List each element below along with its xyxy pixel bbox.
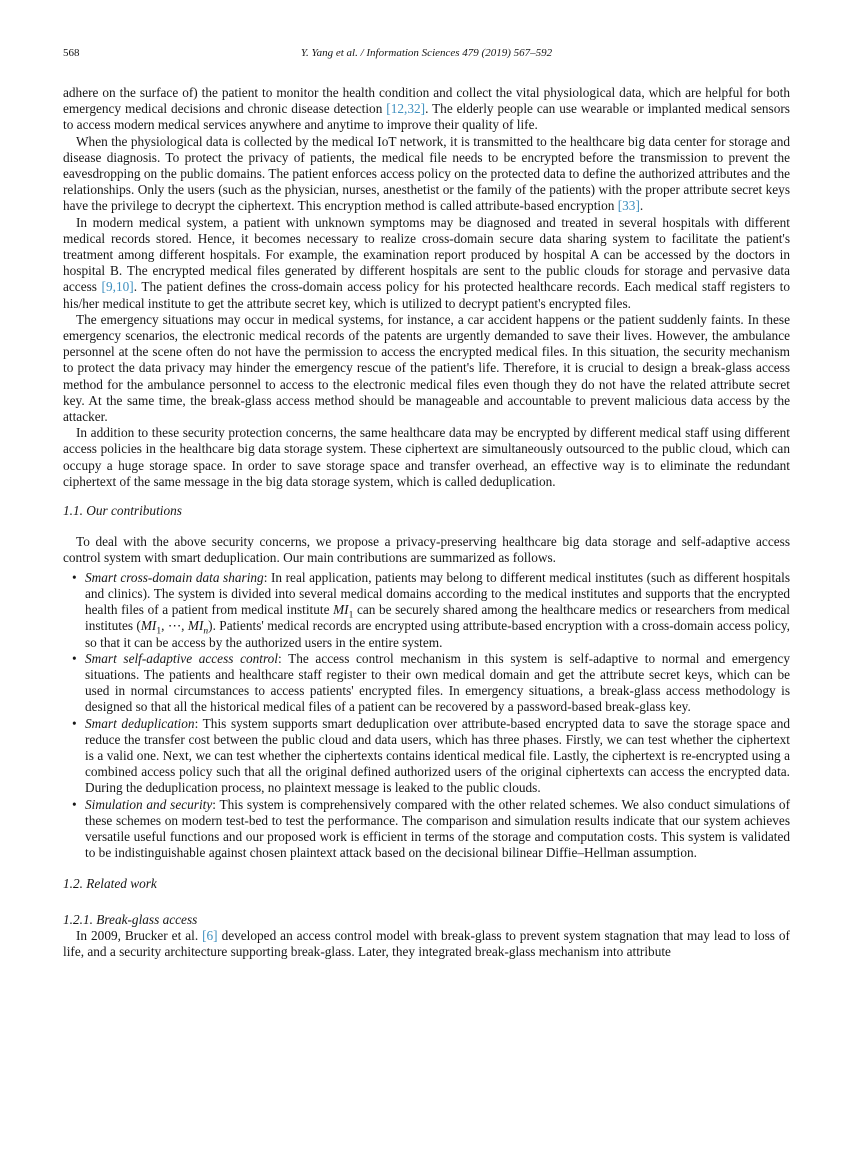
paragraph-text: In 2009, Brucker et al.: [76, 927, 203, 943]
paragraph-text: The emergency situations may occur in medical systems, for instance, a car accident happens or the patient suddenly faints. In these emergency scenarios, the electronic medical records of the patents are urgently demanded to save their lives. However, the ambulance personnel at the scene often do not have the permission to access the encrypted medical files. In this situation, the security mechanism to protect the data privacy may hinder the emergency rescue of the patient's life. Therefore, it is crucial to design a break-glass access method for the ambulance personnel to access to the electronic medical files even though they do not have the related attribute secret key. At the same time, the break-glass access method should be manageable and accountable to prevent malicious data access by the attacker.: [63, 311, 790, 425]
paragraph-text: developed an access control model with break-glass to prevent system stagnation that may lead to loss of life, and a security architecture supporting break-glass. Later, they integrated break-glass mechanism into attribute: [63, 927, 790, 959]
paragraph-text: When the physiological data is collected by the medical IoT network, it is transmitted to the healthcare big data center for storage and disease diagnosis. To protect the privacy of patients, the medical file needs to be encrypted before the transmission to prevent the eavesdropping on the public domains. The patient enforces access policy on the protected data to define the authorized attributes and the relationships. Only the users (such as the physician, nurses, anesthetist or the family of the patients) with the proper attribute secret keys have the privilege to decrypt the ciphertext. This encryption method is called attribute-based encryption: [63, 133, 790, 214]
contributions-list: [63, 570, 790, 862]
bullet-text: : This system is comprehensively compared with the other related schemes. We also conduct simulations of these schemes on modern test-bed to test the performance. The comparison and simulation results indicate that our system achieves versatile useful functions and our proposed work is efficient in terms of the storage and computation costs. This system is validated to be indistinguishable against chosen plaintext attack based on the decisional bilinear Diffie–Hellman assumption.: [85, 796, 790, 861]
bullet-lead: Smart deduplication: [85, 715, 195, 731]
bullet-icon: •: [72, 796, 77, 812]
list-item-self-adaptive-access: [72, 650, 790, 716]
article-body: [63, 85, 790, 960]
paragraph-intro-2: [63, 134, 790, 215]
paragraph-text: adhere on the surface of) the patient to monitor the health condition and collect the vital physiological data, which are helpful for both emergency medical decisions and chronic disease detection: [63, 85, 790, 117]
paragraph-text: . The elderly people can use wearable or implanted medical sensors to access modern medical services anywhere and anytime to improve their quality of life.: [63, 101, 790, 133]
bullet-text: ). Patients' medical records are encrypted using attribute-based encryption with a cross-domain access policy, so that it can be access by the authorized users in the entire system.: [85, 618, 790, 650]
paragraph-intro-3: [63, 215, 790, 312]
citation-link[interactable]: [12,32]: [386, 101, 426, 117]
bullet-icon: •: [72, 715, 77, 731]
running-head: Y. Yang et al. / Information Sciences 479 (2019) 567–592: [300, 47, 553, 59]
list-item-simulation-security: [72, 796, 790, 862]
math-subscript: 1: [348, 610, 354, 621]
bullet-lead: Simulation and security: [85, 796, 213, 812]
paragraph-text: In modern medical system, a patient with unknown symptoms may be diagnosed and treated in several hospitals with different medical records stored. Hence, it becomes necessary to realize cross-domain secure data sharing system to facilitate the patient's treatment among different hospitals. For example, the examination report produced by hospital A can be accessed by the doctors in hospital B. The encrypted medical files generated by different hospitals are sent to the public clouds for storage and pervasive data access: [63, 214, 790, 295]
paragraph-text: In addition to these security protection concerns, the same healthcare data may be encrypted by different medical staff using different access policies in the healthcare big data storage system. These ciphertext are simultaneously outsourced to the public cloud, which can occupy a huge storage space. In order to save storage space and transfer overhead, an effective way is to eliminate the redundant ciphertext of the same message in the big data storage system, which is called deduplication.: [63, 425, 790, 489]
math-variable: MI: [187, 618, 204, 634]
paragraph-intro-4: [63, 312, 790, 425]
bullet-lead: Smart cross-domain data sharing: [85, 569, 264, 585]
bullet-text: can be securely shared among the healthcare medics or researchers from medical institutes (: [85, 602, 790, 634]
paragraph-text: . The patient defines the cross-domain access policy for his protected healthcare records. Each medical staff registers to his/her medical institute to get the attribute secret key, which is utilized to decrypt patient's encrypted files.: [63, 279, 790, 311]
bullet-text: : In real application, patients may belong to different medical institutes (such as different hospitals and clinics). The system is divided into several medical domains according to the medical institutes and supports that the encrypted health files of a patient from medical institute: [85, 569, 790, 618]
bullet-icon: •: [72, 650, 77, 666]
section-heading-contributions: 1.1. Our contributions: [63, 503, 182, 519]
paragraph-intro-5: [63, 425, 790, 490]
citation-link[interactable]: [33]: [617, 198, 640, 214]
bullet-icon: •: [72, 569, 77, 585]
math-subscript: 1: [156, 626, 162, 637]
math-subscript: n: [203, 626, 209, 637]
list-item-smart-deduplication: [72, 715, 791, 797]
paragraph-text: To deal with the above security concerns, we propose a privacy-preserving healthcare big data storage and self-adaptive access control system with smart deduplication. Our main contributions are summarized as follows.: [63, 534, 790, 566]
citation-link[interactable]: [9,10]: [101, 279, 134, 295]
paragraph-related-work: [63, 928, 790, 960]
bullet-text: : The access control mechanism in this system is self-adaptive to normal and emergency situations. The patients and healthcare staff register to their own medical domain and get the attribute secret keys, which can be used in normal circumstances to access patients' encrypted files. In emergency situations, a break-glass access methodology is designed so that all the historical medical files of a patient can be recovered by a password-based break-glass key.: [85, 650, 790, 715]
math-variable: MI: [140, 618, 157, 634]
page-number: 568: [63, 47, 80, 59]
paragraph-intro-1: [63, 85, 790, 134]
section-heading-related-work: 1.2. Related work: [63, 876, 157, 892]
list-item-cross-domain-sharing: [72, 569, 790, 651]
citation-link[interactable]: [6]: [202, 927, 218, 943]
page-header: [63, 46, 790, 60]
bullet-text: : This system supports smart deduplication over attribute-based encrypted data to save the storage space and reduce the transfer cost between the public cloud and data users, which has three phases. Firstly, we can test whether the ciphertext is a valid one. Next, we can test whether the ciphertexts contains identical medical file. Lastly, the ciphertext is re-encrypted using a combined access policy such that all the original defined authorized users of the original ciphertexts can access the encrypted data. During the deduplication process, no plaintext message is leaked to the public clouds.: [85, 715, 791, 796]
paragraph-text: .: [639, 198, 644, 214]
bullet-lead: Smart self-adaptive access control: [85, 650, 278, 666]
subsection-heading-break-glass: 1.2.1. Break-glass access: [63, 911, 198, 927]
math-variable: MI: [333, 602, 349, 618]
paragraph-contributions-intro: [63, 534, 790, 566]
bullet-text: , ⋯,: [161, 618, 188, 634]
